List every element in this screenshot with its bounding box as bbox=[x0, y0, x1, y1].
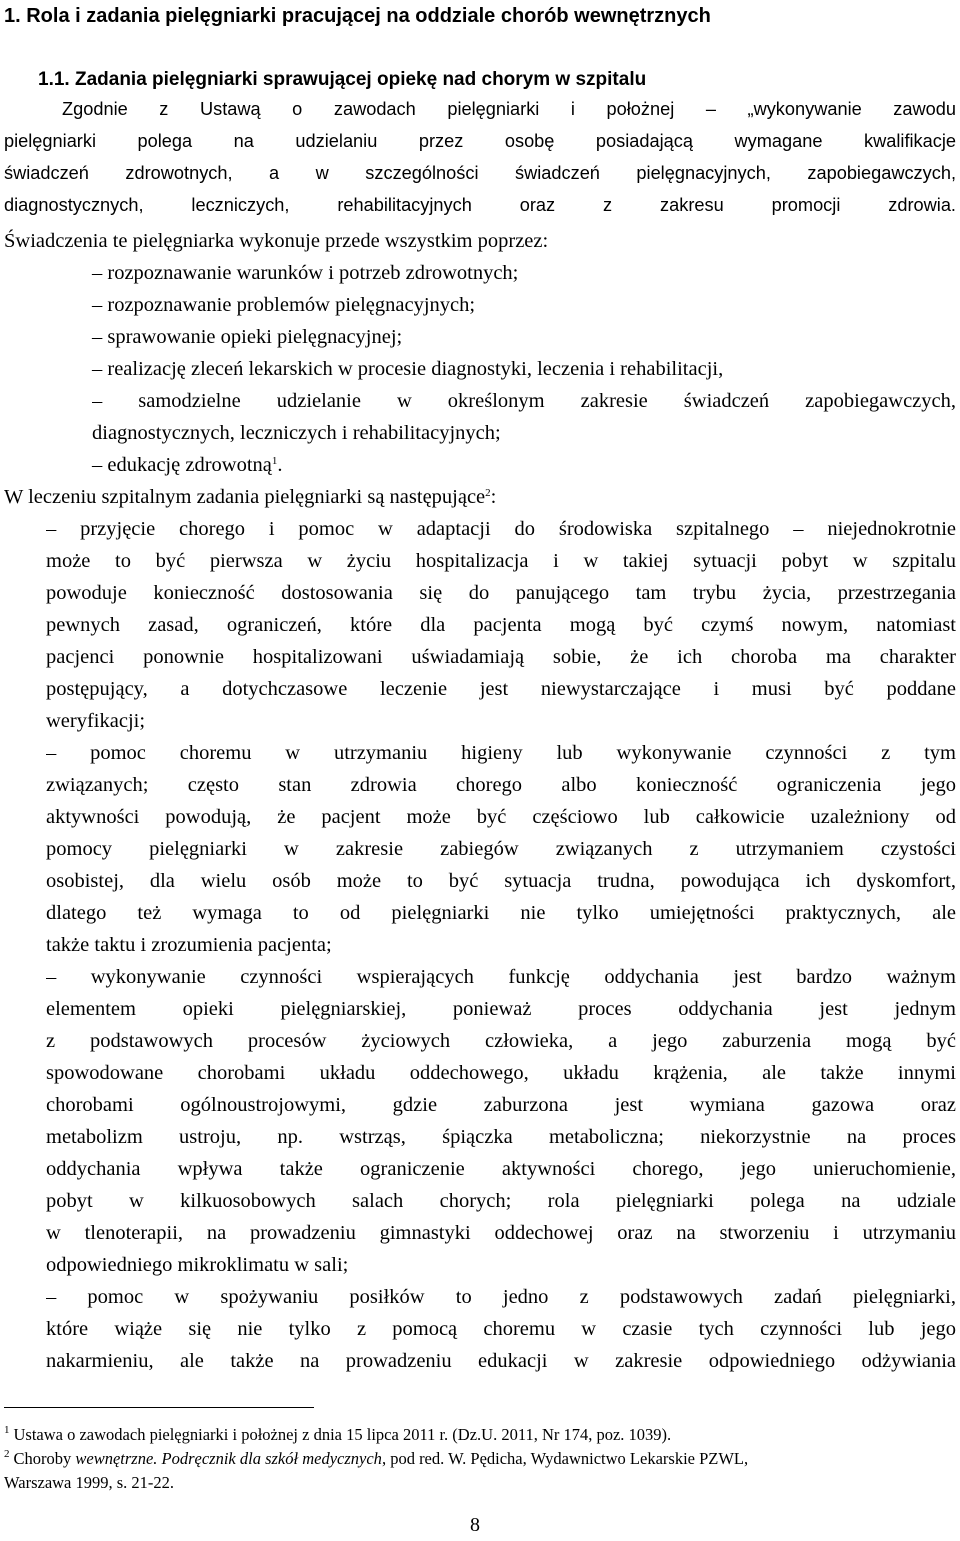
footnote-text-pre: Choroby bbox=[13, 1449, 76, 1468]
footnote-continuation: Warszawa 1999, s. 21-22. bbox=[4, 1473, 175, 1492]
list-item-continuation: diagnostycznych, leczniczych i rehabilitacyjnych; bbox=[92, 422, 501, 444]
body-line: aktywności powodują, że pacjent może być częściowo lub całkowicie uzależniony od bbox=[46, 806, 956, 828]
body-line: także taktu i zrozumienia pacjenta; bbox=[46, 934, 332, 956]
list-item-end: . bbox=[277, 454, 283, 476]
body-line: pomocy pielęgniarki w zakresie zabiegów związanych z utrzymaniem czystości bbox=[46, 838, 956, 860]
footnote-separator bbox=[4, 1407, 314, 1408]
intro-line: diagnostycznych, leczniczych, rehabilitacyjnych oraz z zakresu promocji zdrowia. bbox=[4, 195, 956, 215]
body-line: pacjenci ponownie hospitalizowani uświadamiają sobie, że ich choroba ma charakter bbox=[46, 646, 956, 668]
body-line: może to być pierwsza w życiu hospitalizacja i w takiej sytuacji pobyt w szpitalu bbox=[46, 550, 956, 572]
body-line: – wykonywanie czynności wspierających funkcję oddychania jest bardzo ważnym bbox=[46, 966, 956, 988]
footnote-mark: 1 bbox=[4, 1424, 10, 1436]
body-line: – przyjęcie chorego i pomoc w adaptacji do środowiska szpitalnego – niejednokrotnie bbox=[46, 518, 956, 540]
page-number: 8 bbox=[470, 1514, 480, 1536]
intro-line: świadczeń zdrowotnych, a w szczególności świadczeń pielęgnacyjnych, zapobiegawczych, bbox=[4, 163, 956, 183]
paragraph-intro bbox=[4, 482, 496, 512]
list-item: – realizację zleceń lekarskich w procesie diagnostyki, leczenia i rehabilitacji, bbox=[92, 358, 724, 380]
intro-line: Zgodnie z Ustawą o zawodach pielęgniarki i położnej – „wykonywanie zawodu bbox=[62, 99, 956, 119]
body-line: – pomoc w spożywaniu posiłków to jedno z podstawowych zadań pielęgniarki, bbox=[46, 1286, 956, 1308]
footnote-book-title: wewnętrzne. Podręcznik dla szkół medycznych bbox=[75, 1449, 382, 1468]
body-line: spowodowane chorobami układu oddechowego, układu krążenia, ale także innymi bbox=[46, 1062, 956, 1084]
body-line: osobistej, dla wielu osób może to być sytuacja trudna, powodująca ich dyskomfort, bbox=[46, 870, 956, 892]
chapter-heading: 1. Rola i zadania pielęgniarki pracującej na oddziale chorób wewnętrznych bbox=[4, 5, 711, 27]
body-line: pobyt w kilkuosobowych salach chorych; rola pielęgniarki polega na udziale bbox=[46, 1190, 956, 1212]
body-line: – pomoc choremu w utrzymaniu higieny lub wykonywanie czynności z tym bbox=[46, 742, 956, 764]
footnote-ref[interactable]: 1 bbox=[271, 455, 278, 467]
footnote bbox=[4, 1424, 671, 1448]
list-item: – sprawowanie opieki pielęgnacyjnej; bbox=[92, 326, 403, 348]
body-line: powoduje konieczność dostosowania się do panującego tam trybu życia, przestrzegania bbox=[46, 582, 956, 604]
body-line: oddychania wpływa także ograniczenie aktywności chorego, jego unieruchomienie, bbox=[46, 1158, 956, 1180]
footnote-mark: 2 bbox=[4, 1448, 10, 1460]
list-item bbox=[92, 450, 283, 480]
body-line: w tlenoterapii, na prowadzeniu gimnastyki oddechowej oraz na stworzeniu i utrzymaniu bbox=[46, 1222, 956, 1244]
paragraph-end: : bbox=[490, 486, 497, 508]
body-line: które wiąże się nie tylko z pomocą choremu w czasie tych czynności lub jego bbox=[46, 1318, 956, 1340]
body-line: weryfikacji; bbox=[46, 710, 146, 732]
body-line: dlatego też wymaga to od pielęgniarki nie tylko umiejętności praktycznych, ale bbox=[46, 902, 956, 924]
footnote-text-post: , pod red. W. Pędicha, Wydawnictwo Lekarskie PZWL, bbox=[381, 1449, 749, 1468]
body-line: pewnych zasad, ograniczeń, które dla pacjenta mogą być czymś nowym, natomiast bbox=[46, 614, 956, 636]
footnote-ref[interactable]: 2 bbox=[485, 487, 491, 499]
list-item: – samodzielne udzielanie w określonym zakresie świadczeń zapobiegawczych, bbox=[92, 390, 956, 412]
footnote-text: Ustawa o zawodach pielęgniarki i położnej z dnia 15 lipca 2011 r. (Dz.U. 2011, Nr 174, poz. 1039). bbox=[13, 1425, 672, 1444]
list-item-text: – edukację zdrowotną bbox=[92, 454, 272, 476]
body-line: związanych; często stan zdrowia chorego albo konieczność ograniczenia jego bbox=[46, 774, 956, 796]
list-item: – rozpoznawanie warunków i potrzeb zdrowotnych; bbox=[92, 262, 519, 284]
list-item: – rozpoznawanie problemów pielęgnacyjnych; bbox=[92, 294, 476, 316]
intro-line: Świadczenia te pielęgniarka wykonuje przede wszystkim poprzez: bbox=[4, 230, 549, 252]
body-line: z podstawowych procesów życiowych człowieka, a jego zaburzenia mogą być bbox=[46, 1030, 956, 1052]
paragraph-text: W leczeniu szpitalnym zadania pielęgniarki są następujące bbox=[4, 486, 486, 508]
body-line: elementem opieki pielęgniarskiej, ponieważ proces oddychania jest jednym bbox=[46, 998, 956, 1020]
body-line: nakarmieniu, ale także na prowadzeniu edukacji w zakresie odpowiedniego odżywiania bbox=[46, 1350, 956, 1372]
intro-line: pielęgniarki polega na udzielaniu przez osobę posiadającą wymagane kwalifikacje bbox=[4, 131, 956, 151]
body-line: postępujący, a dotychczasowe leczenie jest niewystarczające i musi być poddane bbox=[46, 678, 956, 700]
body-line: metabolizm ustroju, np. wstrząs, śpiączka metaboliczna; niekorzystnie na proces bbox=[46, 1126, 956, 1148]
body-line: chorobami ogólnoustrojowymi, gdzie zaburzona jest wymiana gazowa oraz bbox=[46, 1094, 956, 1116]
body-line: odpowiedniego mikroklimatu w sali; bbox=[46, 1254, 349, 1276]
section-heading: 1.1. Zadania pielęgniarki sprawującej opiekę nad chorym w szpitalu bbox=[38, 69, 647, 90]
footnote bbox=[4, 1448, 748, 1472]
